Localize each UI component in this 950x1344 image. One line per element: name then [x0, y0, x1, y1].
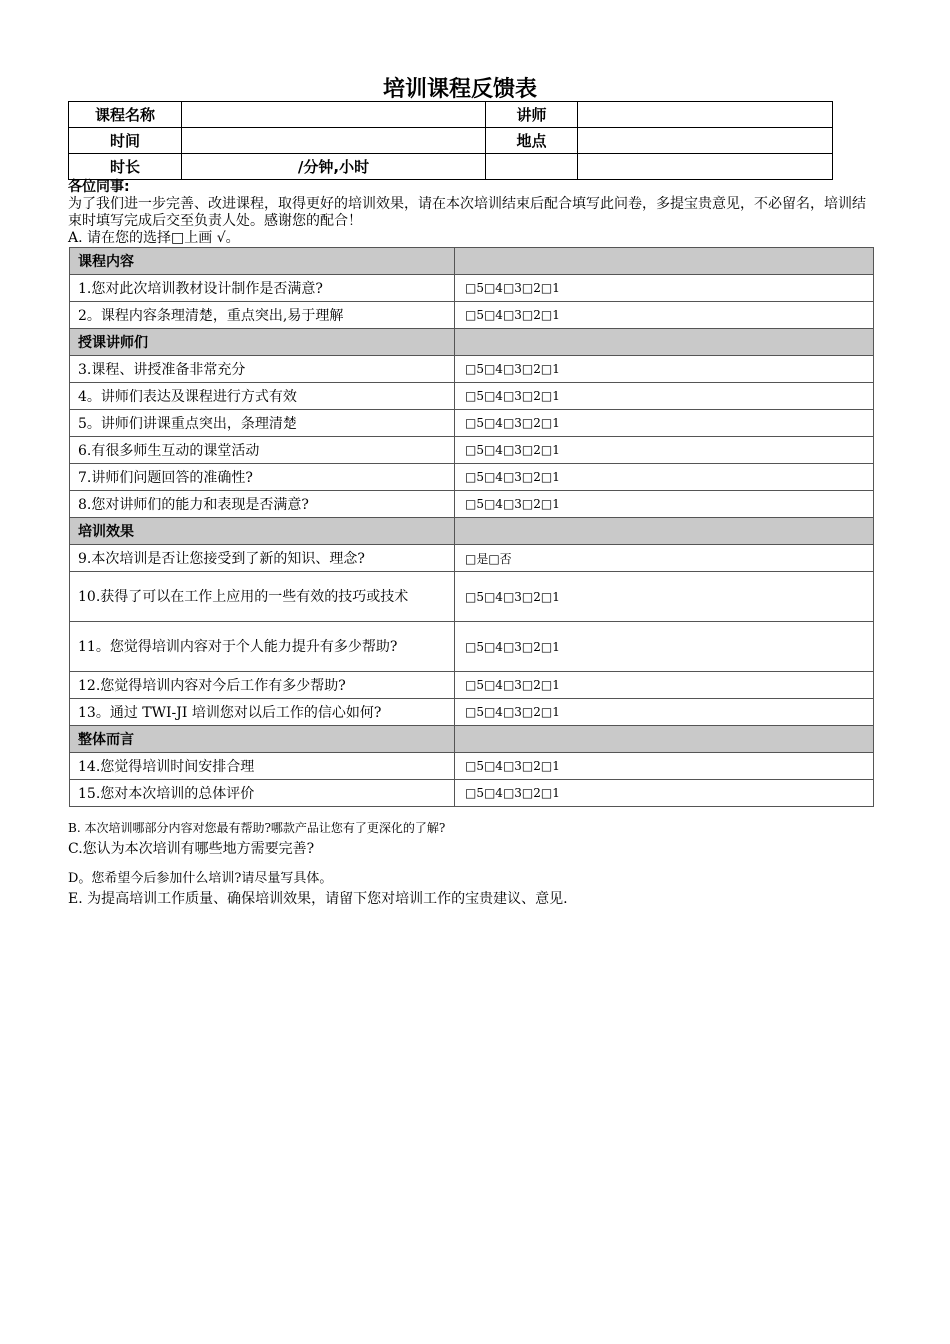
rating-options[interactable]: □5□4□3□2□1: [455, 275, 874, 302]
question-text: 2。课程内容条理清楚，重点突出,易于理解: [70, 302, 455, 329]
question-b: B. 本次培训哪部分内容对您最有帮助?哪款产品让您有了更深化的了解?: [68, 821, 446, 835]
duration-field[interactable]: /分钟,小时: [182, 154, 486, 180]
section-header: [70, 518, 874, 545]
question-row: [70, 302, 874, 329]
question-row: [70, 672, 874, 699]
duration-label: 时长: [69, 154, 182, 180]
question-text: 14.您觉得培训时间安排合理: [70, 753, 455, 780]
question-text: 5。讲师们讲课重点突出，条理清楚: [70, 410, 455, 437]
course-info-table: [68, 101, 833, 180]
question-row: [70, 410, 874, 437]
time-field[interactable]: [182, 128, 486, 154]
instructor-label: 讲师: [486, 102, 578, 128]
question-row: [70, 780, 874, 807]
rating-table: [69, 247, 874, 807]
rating-options[interactable]: □5□4□3□2□1: [455, 572, 874, 622]
question-e: E. 为提高培训工作质量、确保培训效果，请留下您对培训工作的宝贵建议、意见.: [68, 891, 568, 907]
question-text: 6.有很多师生互动的课堂活动: [70, 437, 455, 464]
section-header: [70, 726, 874, 753]
question-row: [70, 622, 874, 672]
question-text: 12.您觉得培训内容对今后工作有多少帮助?: [70, 672, 455, 699]
course-name-field[interactable]: [182, 102, 486, 128]
empty-cell: [486, 154, 578, 180]
rating-options[interactable]: □5□4□3□2□1: [455, 356, 874, 383]
course-name-label: 课程名称: [69, 102, 182, 128]
section-header: [70, 329, 874, 356]
question-row: [70, 545, 874, 572]
question-row: [70, 356, 874, 383]
section-header: [70, 248, 874, 275]
rating-options[interactable]: □5□4□3□2□1: [455, 491, 874, 518]
intro-block: [68, 179, 868, 247]
greeting: 各位同事:: [68, 179, 130, 195]
empty-cell: [578, 154, 833, 180]
rating-options[interactable]: □是□否: [455, 545, 874, 572]
question-text: 10.获得了可以在工作上应用的一些有效的技巧或技术: [70, 572, 455, 622]
section-title: 培训效果: [70, 518, 455, 545]
rating-options[interactable]: □5□4□3□2□1: [455, 622, 874, 672]
rating-options[interactable]: □5□4□3□2□1: [455, 672, 874, 699]
question-row: [70, 491, 874, 518]
rating-options[interactable]: □5□4□3□2□1: [455, 699, 874, 726]
rating-options[interactable]: □5□4□3□2□1: [455, 437, 874, 464]
question-row: [70, 699, 874, 726]
question-text: 11。您觉得培训内容对于个人能力提升有多少帮助?: [70, 622, 455, 672]
section-header-blank: [455, 248, 874, 275]
section-header-blank: [455, 518, 874, 545]
question-text: 3.课程、讲授准备非常充分: [70, 356, 455, 383]
question-c: C.您认为本次培训有哪些地方需要完善?: [68, 841, 315, 857]
section-header-blank: [455, 329, 874, 356]
section-header-blank: [455, 726, 874, 753]
question-text: 4。讲师们表达及课程进行方式有效: [70, 383, 455, 410]
question-row: [70, 437, 874, 464]
question-text: 7.讲师们问题回答的准确性?: [70, 464, 455, 491]
section-title: 课程内容: [70, 248, 455, 275]
rating-options[interactable]: □5□4□3□2□1: [455, 383, 874, 410]
question-row: [70, 572, 874, 622]
question-text: 13。通过 TWI-JI 培训您对以后工作的信心如何?: [70, 699, 455, 726]
rating-options[interactable]: □5□4□3□2□1: [455, 410, 874, 437]
rating-options[interactable]: □5□4□3□2□1: [455, 302, 874, 329]
question-row: [70, 464, 874, 491]
instruction-text: A. 请在您的选择□上画 √。: [68, 230, 240, 246]
question-text: 9.本次培训是否让您接受到了新的知识、理念?: [70, 545, 455, 572]
page-title: 培训课程反馈表: [382, 77, 537, 102]
intro-text: 为了我们进一步完善、改进课程，取得更好的培训效果，请在本次培训结束后配合填写此问卷，多提宝贵意见，不必留名，培训结束时填写完成后交至负责人处。感谢您的配合！: [68, 196, 866, 229]
question-text: 15.您对本次培训的总体评价: [70, 780, 455, 807]
question-d: D。您希望今后参加什么培训?请尽量写具体。: [68, 871, 333, 886]
question-text: 1.您对此次培训教材设计制作是否满意?: [70, 275, 455, 302]
time-label: 时间: [69, 128, 182, 154]
question-row: [70, 753, 874, 780]
instructor-field[interactable]: [578, 102, 833, 128]
question-text: 8.您对讲师们的能力和表现是否满意?: [70, 491, 455, 518]
location-label: 地点: [486, 128, 578, 154]
rating-options[interactable]: □5□4□3□2□1: [455, 753, 874, 780]
rating-options[interactable]: □5□4□3□2□1: [455, 464, 874, 491]
section-title: 授课讲师们: [70, 329, 455, 356]
rating-options[interactable]: □5□4□3□2□1: [455, 780, 874, 807]
location-field[interactable]: [578, 128, 833, 154]
question-row: [70, 275, 874, 302]
question-row: [70, 383, 874, 410]
section-title: 整体而言: [70, 726, 455, 753]
